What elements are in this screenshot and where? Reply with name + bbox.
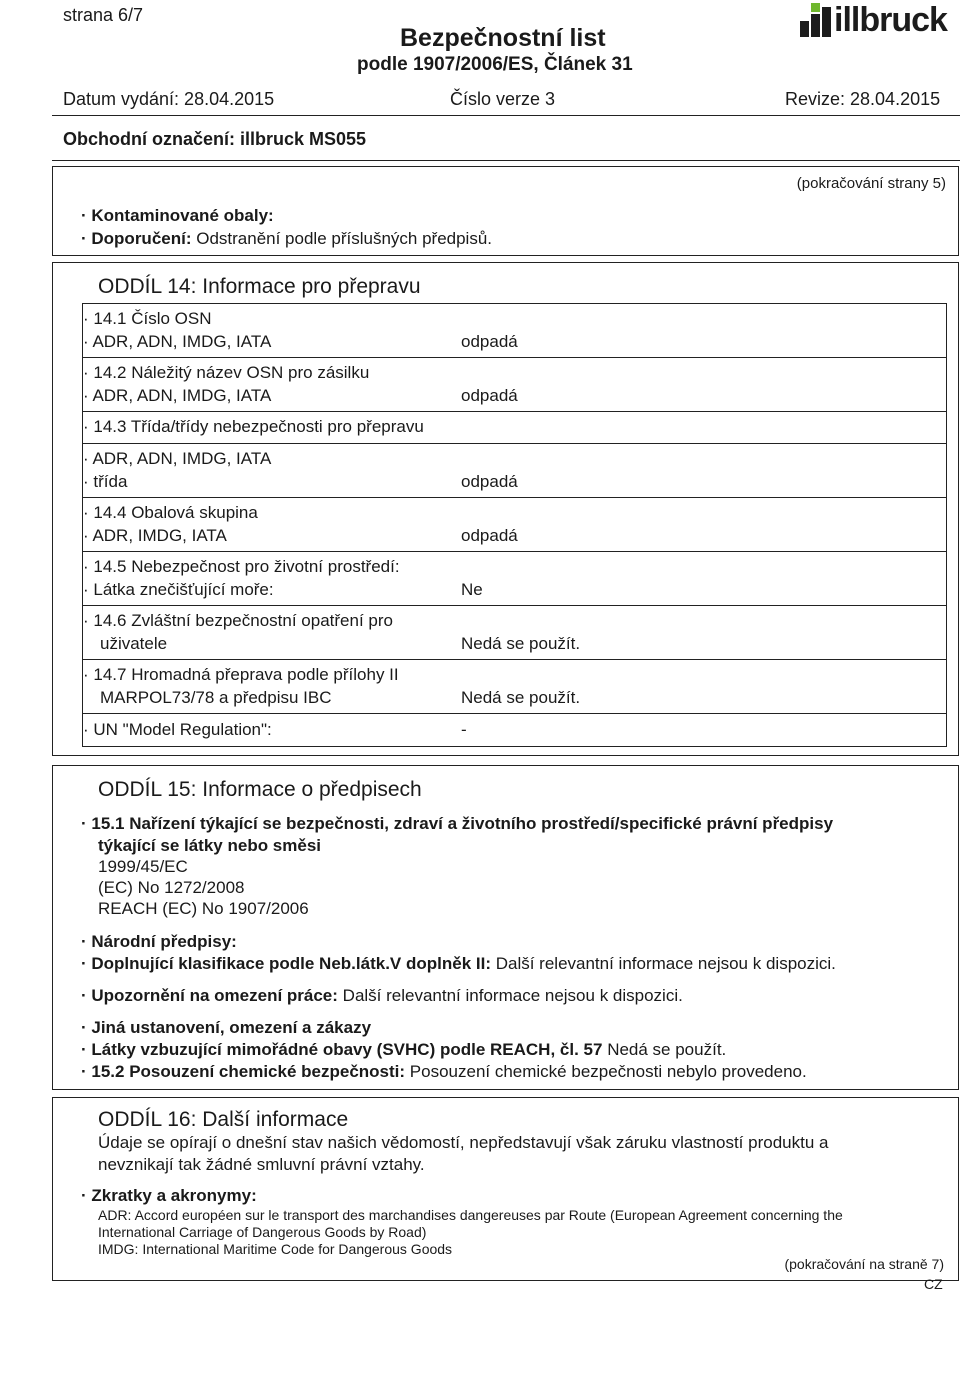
logo-wordmark: illbruck — [834, 1, 947, 39]
issue-date: Datum vydání: 28.04.2015 — [63, 89, 275, 109]
r5-value: Ne — [461, 580, 483, 599]
r6-label2: uživatele — [100, 634, 168, 653]
continued-from: (pokračování strany 5) — [796, 175, 946, 192]
contaminated-packaging-label: · Kontaminované obaly: — [81, 206, 274, 225]
r3-sub2: · třída — [83, 472, 128, 491]
r1-value: odpadá — [461, 332, 518, 351]
row-divider — [83, 713, 946, 714]
section-16 — [52, 1097, 959, 1281]
recommendation-value: Odstranění podle příslušných předpisů. — [196, 229, 493, 248]
recommendation-row — [81, 229, 492, 249]
language-code: CZ — [924, 1276, 943, 1292]
section-14 — [52, 262, 959, 756]
s15-1-line2: týkající se látky nebo směsi — [98, 836, 322, 855]
other-regulations: · Jiná ustanovení, omezení a zákazy — [81, 1018, 372, 1037]
trade-divider — [52, 160, 960, 161]
document-title: Bezpečnostní list — [400, 24, 606, 52]
section-16-title: ODDÍL 16: Další informace — [98, 1108, 349, 1131]
r5-sub: · Látka znečišťující moře: — [83, 580, 274, 599]
work-restrictions — [81, 986, 683, 1006]
r3-sub: · ADR, ADN, IMDG, IATA — [83, 449, 272, 468]
row-divider — [83, 357, 946, 358]
r3-label: · 14.3 Třída/třídy nebezpečnosti pro přepravu — [83, 417, 424, 436]
national-regulations: · Národní předpisy: — [81, 932, 237, 951]
row-divider — [83, 411, 946, 412]
s15-1-line1: · 15.1 Nařízení týkající se bezpečnosti, zdraví a životního prostředí/specifické právní předpisy — [81, 814, 834, 833]
r2-label: · 14.2 Náležitý název OSN pro zásilku — [83, 363, 370, 382]
row-divider — [83, 443, 946, 444]
r3-value: odpadá — [461, 472, 518, 491]
r7-label2: MARPOL73/78 a předpisu IBC — [100, 688, 332, 707]
r5-label: · 14.5 Nebezpečnost pro životní prostředí: — [83, 557, 400, 576]
r6-value: Nedá se použít. — [461, 634, 581, 653]
page-number: strana 6/7 — [63, 5, 144, 25]
section-14-table — [82, 303, 947, 747]
work-restrictions-label: · Upozornění na omezení práce: — [81, 986, 338, 1005]
row-divider — [83, 497, 946, 498]
svhc-value: Nedá se použít. — [607, 1040, 727, 1059]
row-divider — [83, 659, 946, 660]
csa-label: · 15.2 Posouzení chemické bezpečnosti: — [81, 1062, 406, 1081]
r4-value: odpadá — [461, 526, 518, 545]
r4-label: · 14.4 Obalová skupina — [83, 503, 258, 522]
recommendation-label: · Doporučení: — [81, 229, 192, 248]
version-number: Číslo verze 3 — [450, 89, 556, 109]
section-15 — [52, 765, 959, 1090]
illbruck-logo — [800, 3, 960, 41]
logo-mark-icon — [800, 3, 832, 37]
regulation-1: 1999/45/EC — [98, 857, 188, 876]
svhc-row — [81, 1040, 726, 1060]
section-14-title: ODDÍL 14: Informace pro přepravu — [98, 275, 421, 298]
work-restrictions-value: Další relevantní informace nejsou k dispozici. — [342, 986, 683, 1005]
r6-label: · 14.6 Zvláštní bezpečnostní opatření pro — [83, 611, 393, 630]
svhc-label: · Látky vzbuzující mimořádné obavy (SVHC) podle REACH, čl. 57 — [81, 1040, 603, 1059]
r4-sub: · ADR, IMDG, IATA — [83, 526, 227, 545]
continued-on: (pokračování na straně 7) — [784, 1256, 944, 1272]
adr-line1: ADR: Accord européen sur le transport des marchandises dangereuses par Route (European Agreement concerning the — [98, 1207, 843, 1223]
header-divider — [52, 115, 960, 116]
trade-name: Obchodní označení: illbruck MS055 — [63, 129, 367, 149]
r1-sub: · ADR, ADN, IMDG, IATA — [83, 332, 272, 351]
r8-value: - — [461, 720, 467, 739]
csa-value: Posouzení chemické bezpečnosti nebylo provedeno. — [409, 1062, 807, 1081]
disposal-box — [52, 166, 959, 256]
r2-value: odpadá — [461, 386, 518, 405]
r8-label: · UN "Model Regulation": — [83, 720, 272, 739]
supplementary-classification — [81, 954, 836, 974]
imdg-line: IMDG: International Maritime Code for Dangerous Goods — [98, 1241, 453, 1257]
disclaimer-line1: Údaje se opírají o dnešní stav našich vědomostí, nepředstavují však záruku vlastností produktu a — [98, 1133, 829, 1152]
disclaimer-line2: nevznikají tak žádné smluvní právní vztahy. — [98, 1155, 425, 1174]
abbreviations-label: · Zkratky a akronymy: — [81, 1186, 257, 1205]
document-subtitle: podle 1907/2006/ES, Článek 31 — [357, 54, 633, 75]
section-15-title: ODDÍL 15: Informace o předpisech — [98, 778, 422, 801]
revision-date: Revize: 28.04.2015 — [785, 89, 941, 109]
r7-label: · 14.7 Hromadná přeprava podle přílohy II — [83, 665, 399, 684]
row-divider — [83, 605, 946, 606]
r2-sub: · ADR, ADN, IMDG, IATA — [83, 386, 272, 405]
chemical-safety-assessment — [81, 1062, 807, 1082]
adr-line2: International Carriage of Dangerous Goods by Road) — [98, 1224, 427, 1240]
row-divider — [83, 551, 946, 552]
r1-label: · 14.1 Číslo OSN — [83, 309, 212, 328]
supplementary-label: · Doplnující klasifikace podle Neb.látk.V doplněk II: — [81, 954, 491, 973]
supplementary-value: Další relevantní informace nejsou k dispozici. — [495, 954, 836, 973]
regulation-2: (EC) No 1272/2008 — [98, 878, 245, 897]
regulation-3: REACH (EC) No 1907/2006 — [98, 899, 309, 918]
r7-value: Nedá se použít. — [461, 688, 581, 707]
